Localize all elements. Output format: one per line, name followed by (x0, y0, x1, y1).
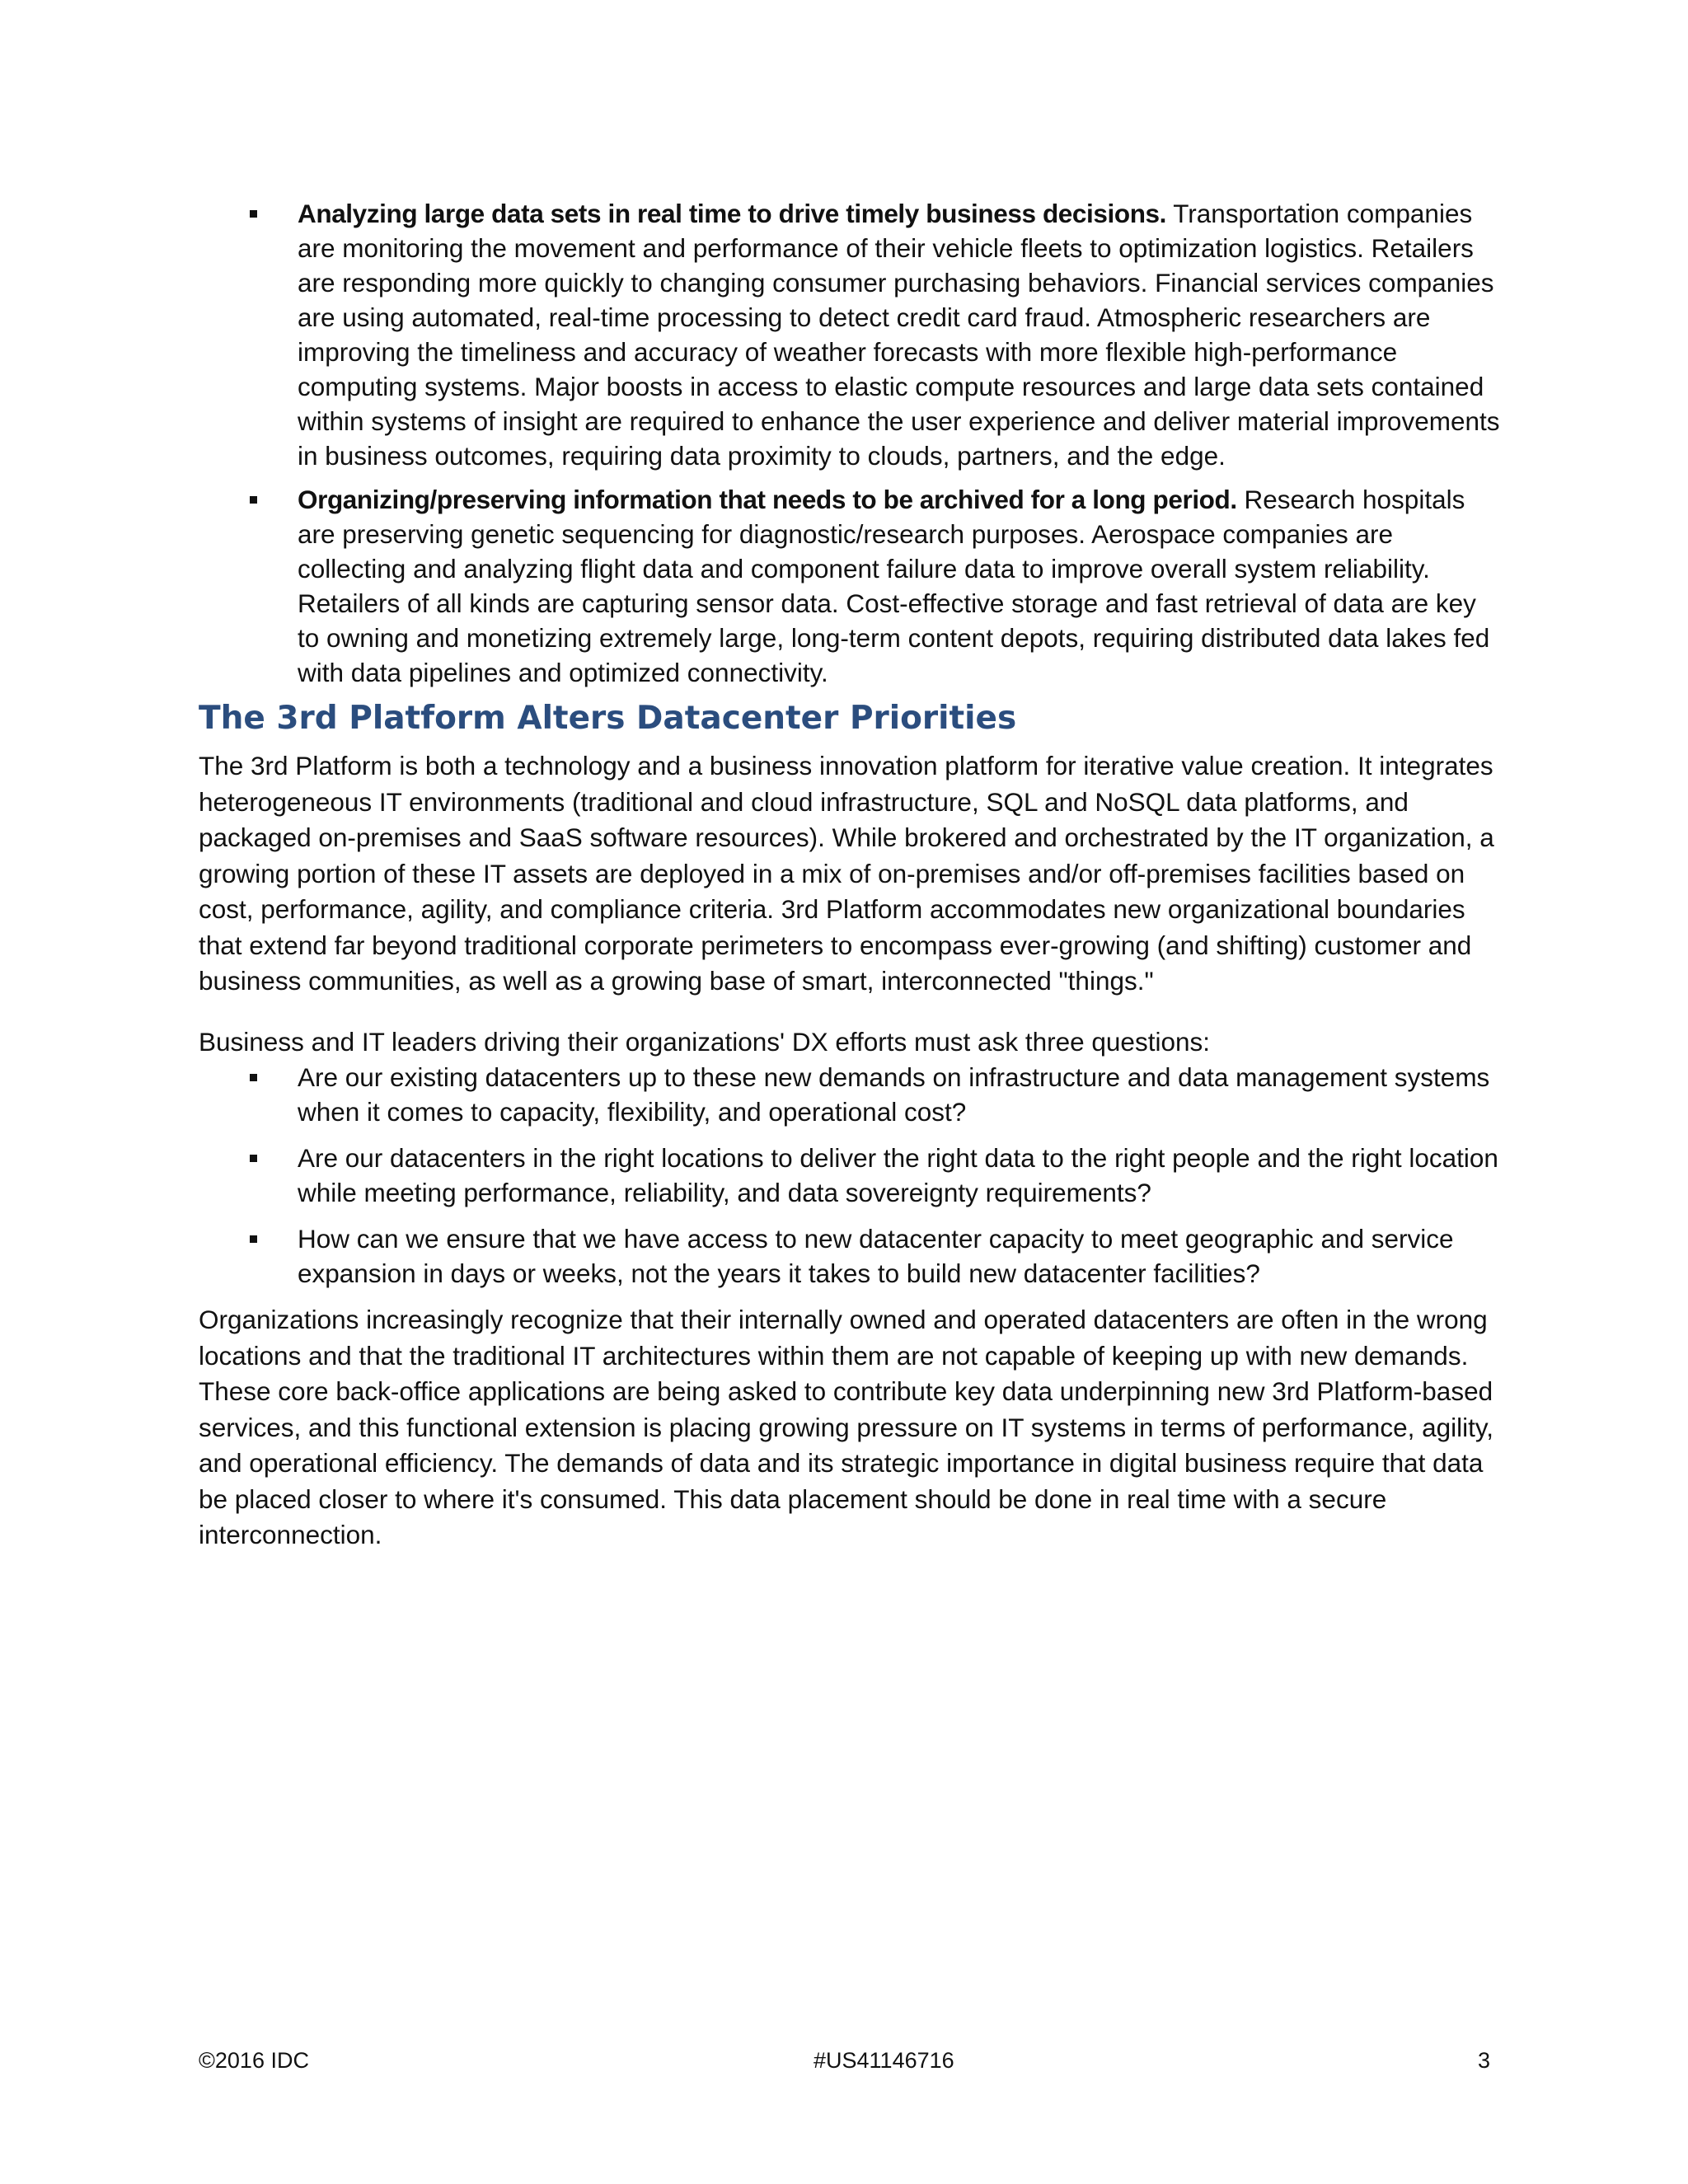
questions-list (199, 1060, 1501, 1291)
use-case-lead: Organizing/preserving information that needs to be archived for a long period. (298, 485, 1237, 514)
question-item: Are our datacenters in the right locations to deliver the right data to the right people and the right location while meeting performance, reliability, and data sovereignty requirements? (199, 1141, 1501, 1210)
use-case-text: Transportation companies are monitoring the movement and performance of their vehicle fleets to optimization logistics. Retailers are responding more quickly to changing consumer purchasing behaviors. Financial services companies are using automated, real-time processing to detect credit card fraud. Atmospheric researchers are improving the timeliness and accuracy of weather forecasts with more flexible high-performance computing systems. Major boosts in access to elastic compute resources and large data sets contained within systems of insight are required to enhance the user experience and deliver material improvements in business outcomes, requiring data proximity to clouds, partners, and the edge. (298, 199, 1500, 471)
use-case-list (199, 196, 1501, 690)
question-item: Are our existing datacenters up to these new demands on infrastructure and data management systems when it comes to capacity, flexibility, and operational cost? (199, 1060, 1501, 1129)
section-paragraph-questions-lead: Business and IT leaders driving their organizations' DX efforts must ask three questions: (199, 1026, 1210, 1057)
section-heading: The 3rd Platform Alters Datacenter Priorities (199, 700, 1017, 737)
use-case-text: Research hospitals are preserving genetic sequencing for diagnostic/research purposes. Aerospace companies are collecting and analyzing flight data and component failure data to improve overall system reliability. Retailers of all kinds are capturing sensor data. Cost-effective storage and fast retrieval of data are key to owning and monetizing extremely large, long-term content depots, requiring distributed data lakes fed with data pipelines and optimized connectivity. (298, 485, 1490, 687)
section-paragraph-conclusion: Organizations increasingly recognize that their internally owned and operated datacenters are often in the wrong locations and that the traditional IT architectures within them are not capable of keeping up with new demands. These core back-office applications are being asked to contribute key data underpinning new 3rd Platform-based services, and this functional extension is placing growing pressure on IT systems in terms of performance, agility, and operational efficiency. The demands of data and its strategic importance in digital business require that data be placed closer to where it's consumed. This data placement should be done in real time with a secure interconnection. (199, 1305, 1494, 1549)
use-case-item-realtime-analytics (199, 196, 1501, 473)
question-item: How can we ensure that we have access to new datacenter capacity to meet geographic and service expansion in days or weeks, not the years it takes to build new datacenter facilities? (199, 1221, 1501, 1291)
section-paragraph-intro: The 3rd Platform is both a technology and a business innovation platform for iterative value creation. It integrates heterogeneous IT environments (traditional and cloud infrastructure, SQL and NoSQL data platforms, and packaged on-premises and SaaS software resources). While brokered and orchestrated by the IT organization, a growing portion of these IT assets are deployed in a mix of on-premises and/or off-premises facilities based on cost, performance, agility, and compliance criteria. 3rd Platform accommodates new organizational boundaries that extend far beyond traditional corporate perimeters to encompass ever-growing (and shifting) customer and business communities, as well as a growing base of smart, interconnected "things." (199, 751, 1494, 996)
footer-copyright: ©2016 IDC (199, 2048, 309, 2073)
use-case-item-archiving (199, 482, 1501, 690)
footer-page-number: 3 (1477, 2048, 1490, 2073)
use-case-lead: Analyzing large data sets in real time to drive timely business decisions. (298, 199, 1167, 228)
footer-document-id: #US41146716 (814, 2048, 954, 2073)
page-content (199, 196, 1501, 1554)
